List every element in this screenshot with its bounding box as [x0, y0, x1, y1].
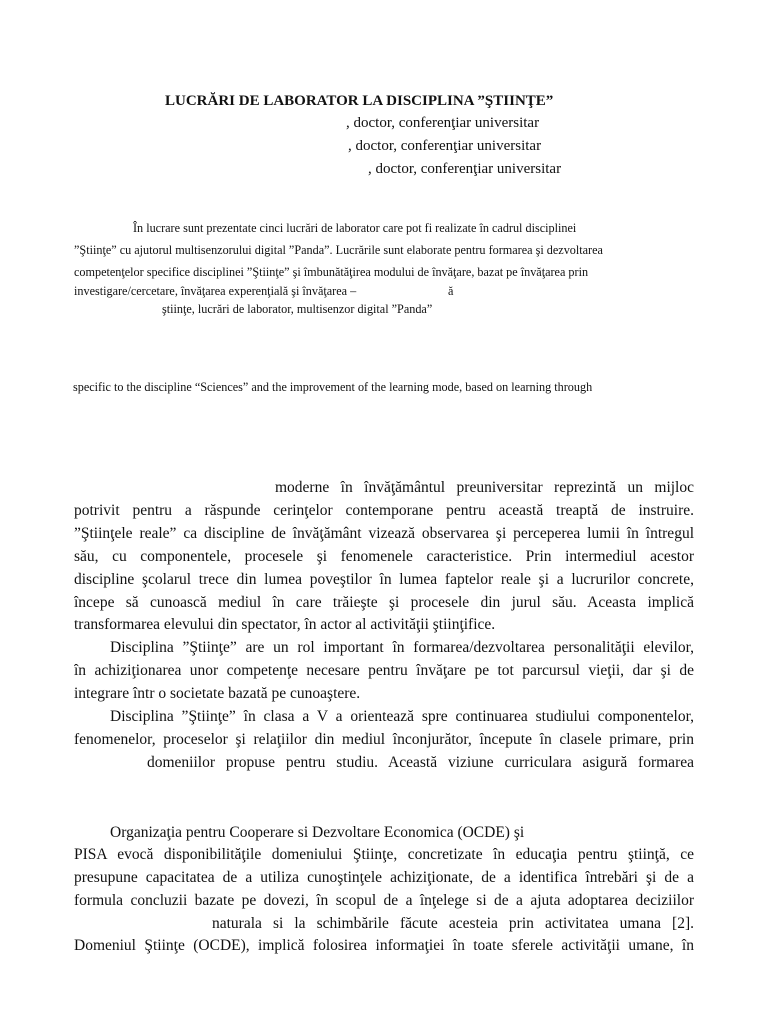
body-line: fenomenelor, proceselor şi relaţiilor din mediul înconjurător, începute în clasele primare, prin	[74, 732, 694, 748]
body-line: ”Ştiinţele reale” ca discipline de învăţământ vizează observarea şi perceperea lumii în întregul	[74, 526, 694, 542]
keywords-line: ştiinţe, lucrări de laborator, multisenzor digital ”Panda”	[162, 302, 433, 316]
body-line: începe să cunoască mediul în care trăieşte şi procesele din jurul său. Aceasta implică	[74, 595, 694, 611]
abstract-line: investigare/cercetare, învăţarea experenţială şi învăţarea –	[74, 284, 357, 298]
abstract-line: competenţelor specifice disciplinei ”Ştiinţe” şi îmbunătăţirea modului de învăţare, bazat pe învăţarea prin	[74, 265, 589, 279]
body-line: presupune capacitatea de a utiliza cunoştinţele achiziţionate, de a identifica întrebări şi de a	[74, 870, 694, 886]
body-line: Domeniul Ştiinţe (OCDE), implică folosirea informaţiei în toate sferele activităţii umane, în	[74, 938, 694, 954]
body-line: integrare într o societate bazată pe cunoaştere.	[74, 685, 361, 702]
body-line: naturala si la schimbările făcute acesteia prin activitatea umana [2].	[212, 916, 694, 932]
abstract-fragment: ă	[448, 284, 454, 298]
body-line: Disciplina ”Ştiinţe” în clasa a V a orientează spre continuarea studiului componentelor,	[110, 709, 694, 725]
body-line: Disciplina ”Ştiinţe” are un rol important în formarea/dezvoltarea personalităţii elevilor,	[110, 640, 694, 656]
body-line: domeniilor propuse pentru studiu. Această viziune curriculara asigură formarea	[147, 755, 694, 771]
abstract-line: ”Ştiinţe” cu ajutorul multisenzorului digital ”Panda”. Lucrările sunt elaborate pentru formarea şi dezvoltarea	[74, 243, 603, 257]
body-line: discipline şcolarul trece din lumea poveştilor în lumea faptelor reale şi a lucrurilor concrete,	[74, 572, 694, 588]
body-line: transformarea elevului din spectator, în actor al activităţii ştiinţifice.	[74, 616, 496, 633]
body-line: său, cu componentele, procesele şi fenomenele caracteristice. Prin intermediul acestor	[74, 549, 694, 565]
document-title: LUCRĂRI DE LABORATOR LA DISCIPLINA ”ŞTIINŢE”	[165, 93, 554, 109]
body-line: formula concluzii bazate pe dovezi, în scopul de a înţelege si de a ajuta adoptarea deciziilor	[74, 893, 694, 909]
author-line-2: , doctor, conferenţiar universitar	[348, 138, 542, 154]
author-line-3: , doctor, conferenţiar universitar	[368, 161, 562, 177]
body-line: potrivit pentru a răspunde cerinţelor contemporane pentru această treaptă de instruire.	[74, 503, 694, 519]
body-line: în achiziţionarea unor competenţe necesare pentru învăţare pe tot parcursul vieţii, dar şi de	[74, 663, 694, 679]
abstract-line: În lucrare sunt prezentate cinci lucrări de laborator care pot fi realizate în cadrul disciplinei	[133, 221, 577, 235]
body-line: moderne în învăţământul preuniversitar reprezintă un mijloc	[275, 480, 694, 496]
english-abstract-line: specific to the discipline “Sciences” and the improvement of the learning mode, based on learning through	[73, 380, 593, 394]
author-line-1: , doctor, conferenţiar universitar	[346, 115, 540, 131]
body-line: Organizaţia pentru Cooperare si Dezvoltare Economica (OCDE) şi	[110, 824, 525, 841]
body-line: PISA evocă disponibilităţile domeniului Ştiinţe, concretizate în educaţia pentru ştiinţă, ce	[74, 847, 694, 863]
